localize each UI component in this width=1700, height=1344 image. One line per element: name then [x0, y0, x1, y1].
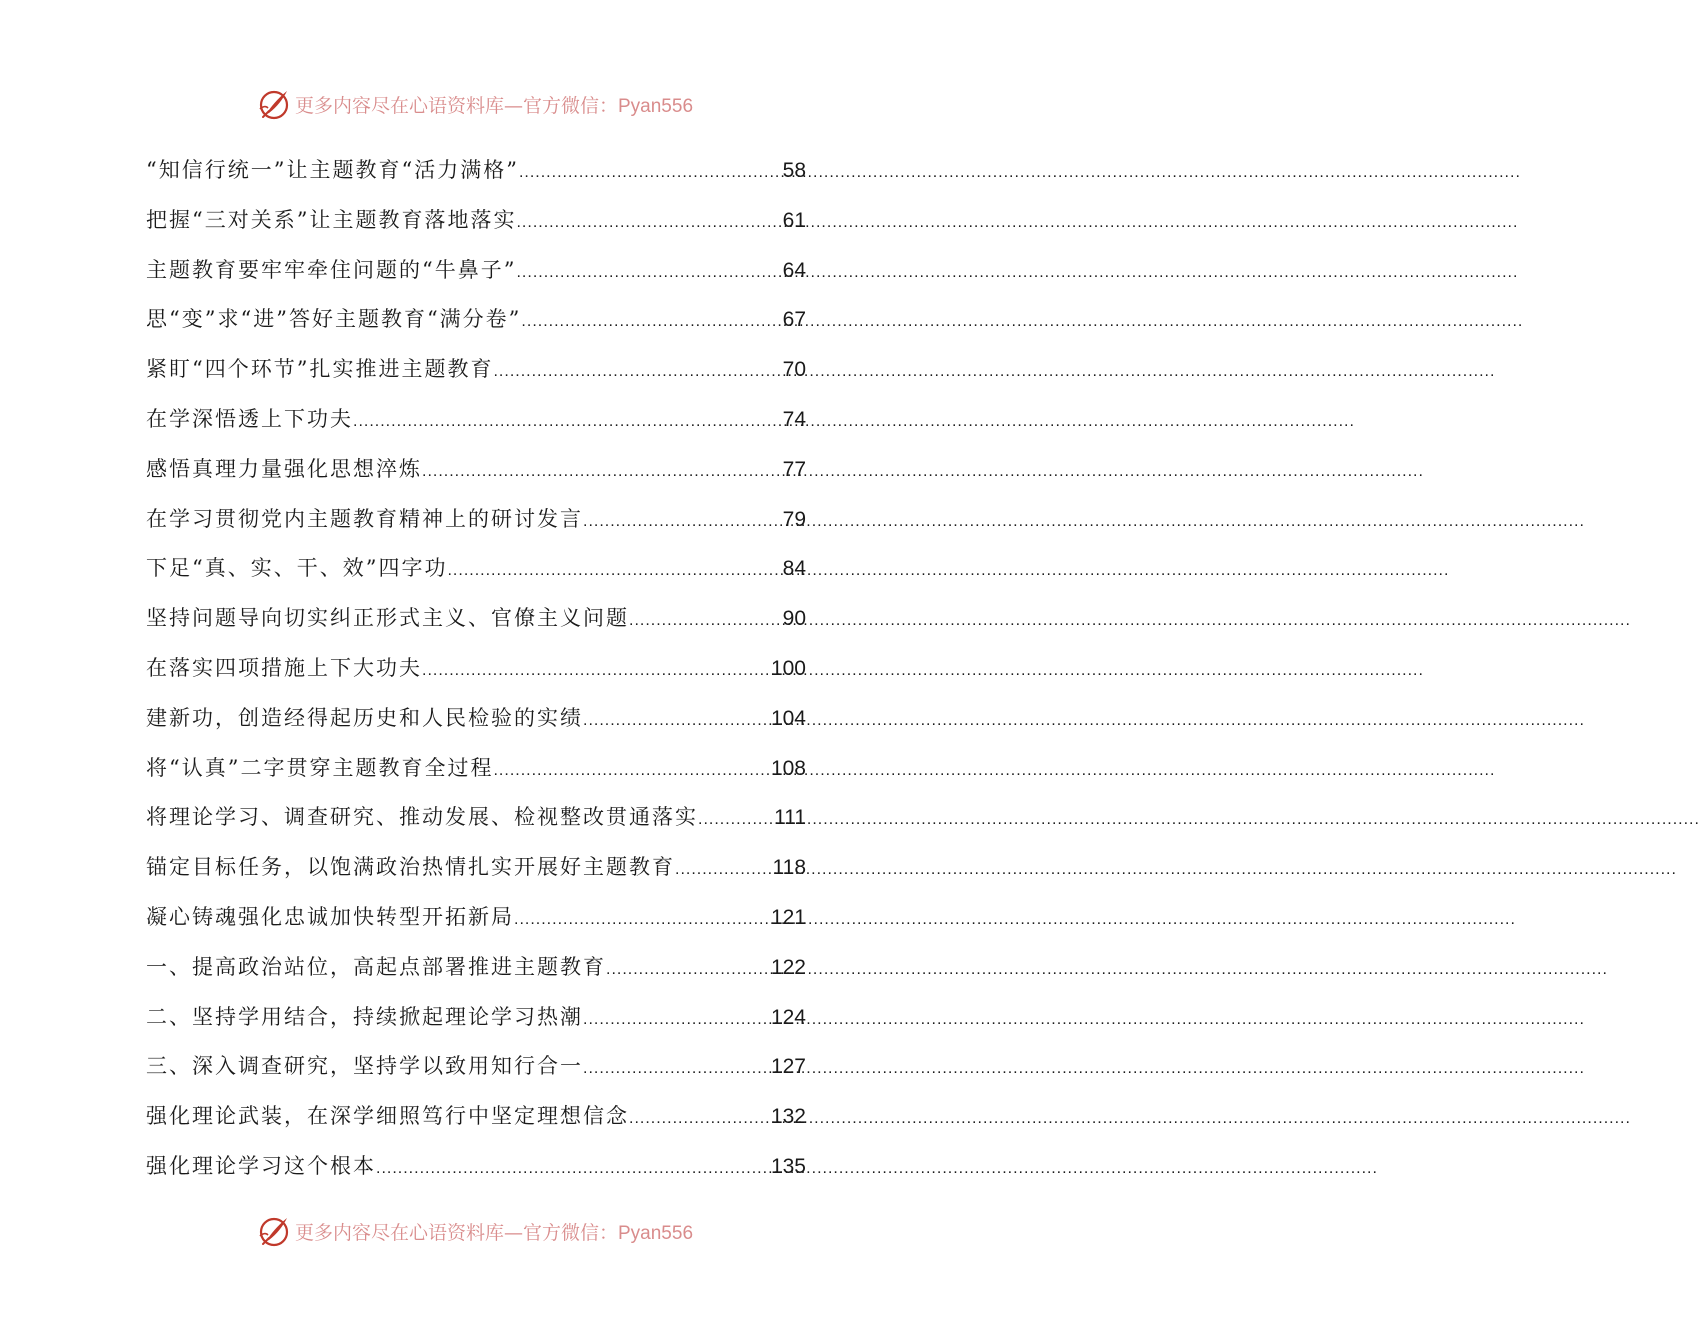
toc-entry[interactable] [146, 196, 806, 246]
toc-dot-leader [447, 546, 781, 596]
toc-dot-leader [583, 696, 770, 746]
toc-entry-title: 在学习贯彻党内主题教育精神上的研讨发言 [146, 506, 583, 531]
toc-dot-leader [493, 347, 781, 397]
toc-entry-page-number: 74 [782, 407, 806, 431]
footer-banner [0, 1211, 950, 1251]
toc-dot-leader [514, 895, 770, 945]
toc-dot-leader [422, 447, 782, 497]
toc-entry-title: 主题教育要牢牢牵住问题的“牛鼻子” [146, 257, 517, 282]
toc-entry[interactable] [146, 893, 806, 943]
toc-entry[interactable] [146, 843, 806, 893]
toc-entry-page-number: 67 [782, 308, 806, 332]
toc-entry[interactable] [146, 594, 806, 644]
toc-entry-page-number: 77 [782, 457, 806, 481]
toc-entry[interactable] [146, 495, 806, 545]
toc-entry-title: 锚定目标任务，以饱满政治热情扎实开展好主题教育 [146, 855, 675, 880]
quill-pen-logo-icon [257, 1214, 291, 1248]
toc-entry[interactable] [146, 793, 806, 843]
toc-dot-leader [606, 945, 770, 995]
toc-entry-title: 一、提高政治站位，高起点部署推进主题教育 [146, 954, 606, 979]
toc-entry-page-number: 124 [770, 1005, 806, 1029]
toc-entry-title: 强化理论武装，在深学细照笃行中坚定理想信念 [146, 1104, 629, 1129]
toc-entry[interactable] [146, 445, 806, 495]
toc-dot-leader [353, 397, 782, 447]
toc-dot-leader [583, 1044, 770, 1094]
toc-dot-leader [583, 995, 770, 1045]
toc-dot-leader [493, 746, 769, 796]
header-banner-cn: 更多内容尽在心语资料库—官方微信： [294, 94, 618, 117]
toc-entry-title: 强化理论学习这个根本 [146, 1153, 376, 1178]
toc-entry[interactable] [146, 694, 806, 744]
header-banner-id: Pyan556 [618, 95, 694, 117]
toc-entry-title: 凝心铸魂强化忠诚加快转型开拓新局 [146, 904, 514, 929]
toc-entry-title: “知信行统一”让主题教育“活力满格” [146, 158, 519, 182]
toc-entry-page-number: 111 [774, 806, 806, 830]
footer-banner-text [295, 1218, 693, 1245]
toc-dot-leader [675, 845, 772, 895]
toc-entry-title: 下足“真、实、干、效”四字功 [146, 556, 448, 581]
toc-entry-title: 将“认真”二字贯穿主题教育全过程 [146, 755, 494, 780]
toc-entry-page-number: 135 [770, 1154, 806, 1178]
quill-pen-logo-icon [257, 87, 291, 121]
toc-entry-page-number: 64 [782, 258, 806, 282]
toc-dot-leader [521, 297, 781, 347]
toc-entry-page-number: 122 [770, 955, 806, 979]
toc-entry-page-number: 118 [772, 856, 806, 880]
toc-entry-page-number: 61 [782, 208, 806, 232]
toc-dot-leader [629, 1094, 770, 1144]
toc-entry-title: 感悟真理力量强化思想淬炼 [146, 456, 422, 481]
toc-entry-page-number: 100 [770, 656, 806, 680]
toc-entry-title: 三、深入调查研究，坚持学以致用知行合一 [146, 1054, 583, 1079]
footer-banner-id: Pyan556 [618, 1222, 694, 1244]
toc-entry[interactable] [146, 744, 806, 794]
toc-dot-leader [629, 596, 782, 646]
toc-dot-leader [516, 198, 781, 248]
toc-entry[interactable] [146, 1142, 806, 1192]
toc-entry-title: 将理论学习、调查研究、推动发展、检视整改贯通落实 [146, 805, 698, 830]
toc-entry-page-number: 127 [770, 1055, 806, 1079]
header-banner-text [295, 91, 693, 118]
toc-entry-title: 坚持问题导向切实纠正形式主义、官僚主义问题 [146, 606, 629, 631]
header-banner [0, 84, 950, 124]
toc-entry[interactable] [146, 1092, 806, 1142]
toc-dot-leader [422, 646, 770, 696]
toc-entry-title: 建新功，创造经得起历史和人民检验的实绩 [146, 705, 583, 730]
toc-entry[interactable] [146, 246, 806, 296]
toc-dot-leader [516, 248, 781, 298]
toc-entry-page-number: 90 [782, 607, 806, 631]
toc-entry[interactable] [146, 943, 806, 993]
toc-entry-title: 在落实四项措施上下大功夫 [146, 655, 422, 680]
toc-entry-page-number: 108 [770, 756, 806, 780]
toc-entry[interactable] [146, 993, 806, 1043]
toc-dot-leader [583, 497, 782, 547]
toc-entry-page-number: 104 [770, 706, 806, 730]
toc-dot-leader [376, 1144, 770, 1194]
toc-entry-title: 在学深悟透上下功夫 [146, 406, 353, 431]
toc-entry-title: 紧盯“四个环节”扎实推进主题教育 [146, 357, 494, 382]
toc-dot-leader [519, 148, 782, 198]
toc-entry-title: 思“变”求“进”答好主题教育“满分卷” [146, 307, 522, 332]
toc-entry[interactable] [146, 146, 806, 196]
footer-banner-cn: 更多内容尽在心语资料库—官方微信： [294, 1221, 618, 1244]
toc-entry-page-number: 70 [782, 358, 806, 382]
toc-entry[interactable] [146, 1042, 806, 1092]
toc-entry-page-number: 132 [770, 1105, 806, 1129]
toc-entry-title: 二、坚持学用结合，持续掀起理论学习热潮 [146, 1004, 583, 1029]
toc-entry[interactable] [146, 295, 806, 345]
table-of-contents [146, 146, 806, 1192]
toc-entry[interactable] [146, 345, 806, 395]
toc-entry[interactable] [146, 544, 806, 594]
toc-entry-page-number: 58 [782, 159, 806, 182]
toc-entry-page-number: 121 [770, 905, 806, 929]
toc-entry-title: 把握“三对关系”让主题教育落地落实 [146, 207, 517, 232]
toc-entry-page-number: 84 [782, 557, 806, 581]
toc-entry-page-number: 79 [782, 507, 806, 531]
toc-entry[interactable] [146, 644, 806, 694]
toc-entry[interactable] [146, 395, 806, 445]
toc-dot-leader [698, 795, 773, 845]
